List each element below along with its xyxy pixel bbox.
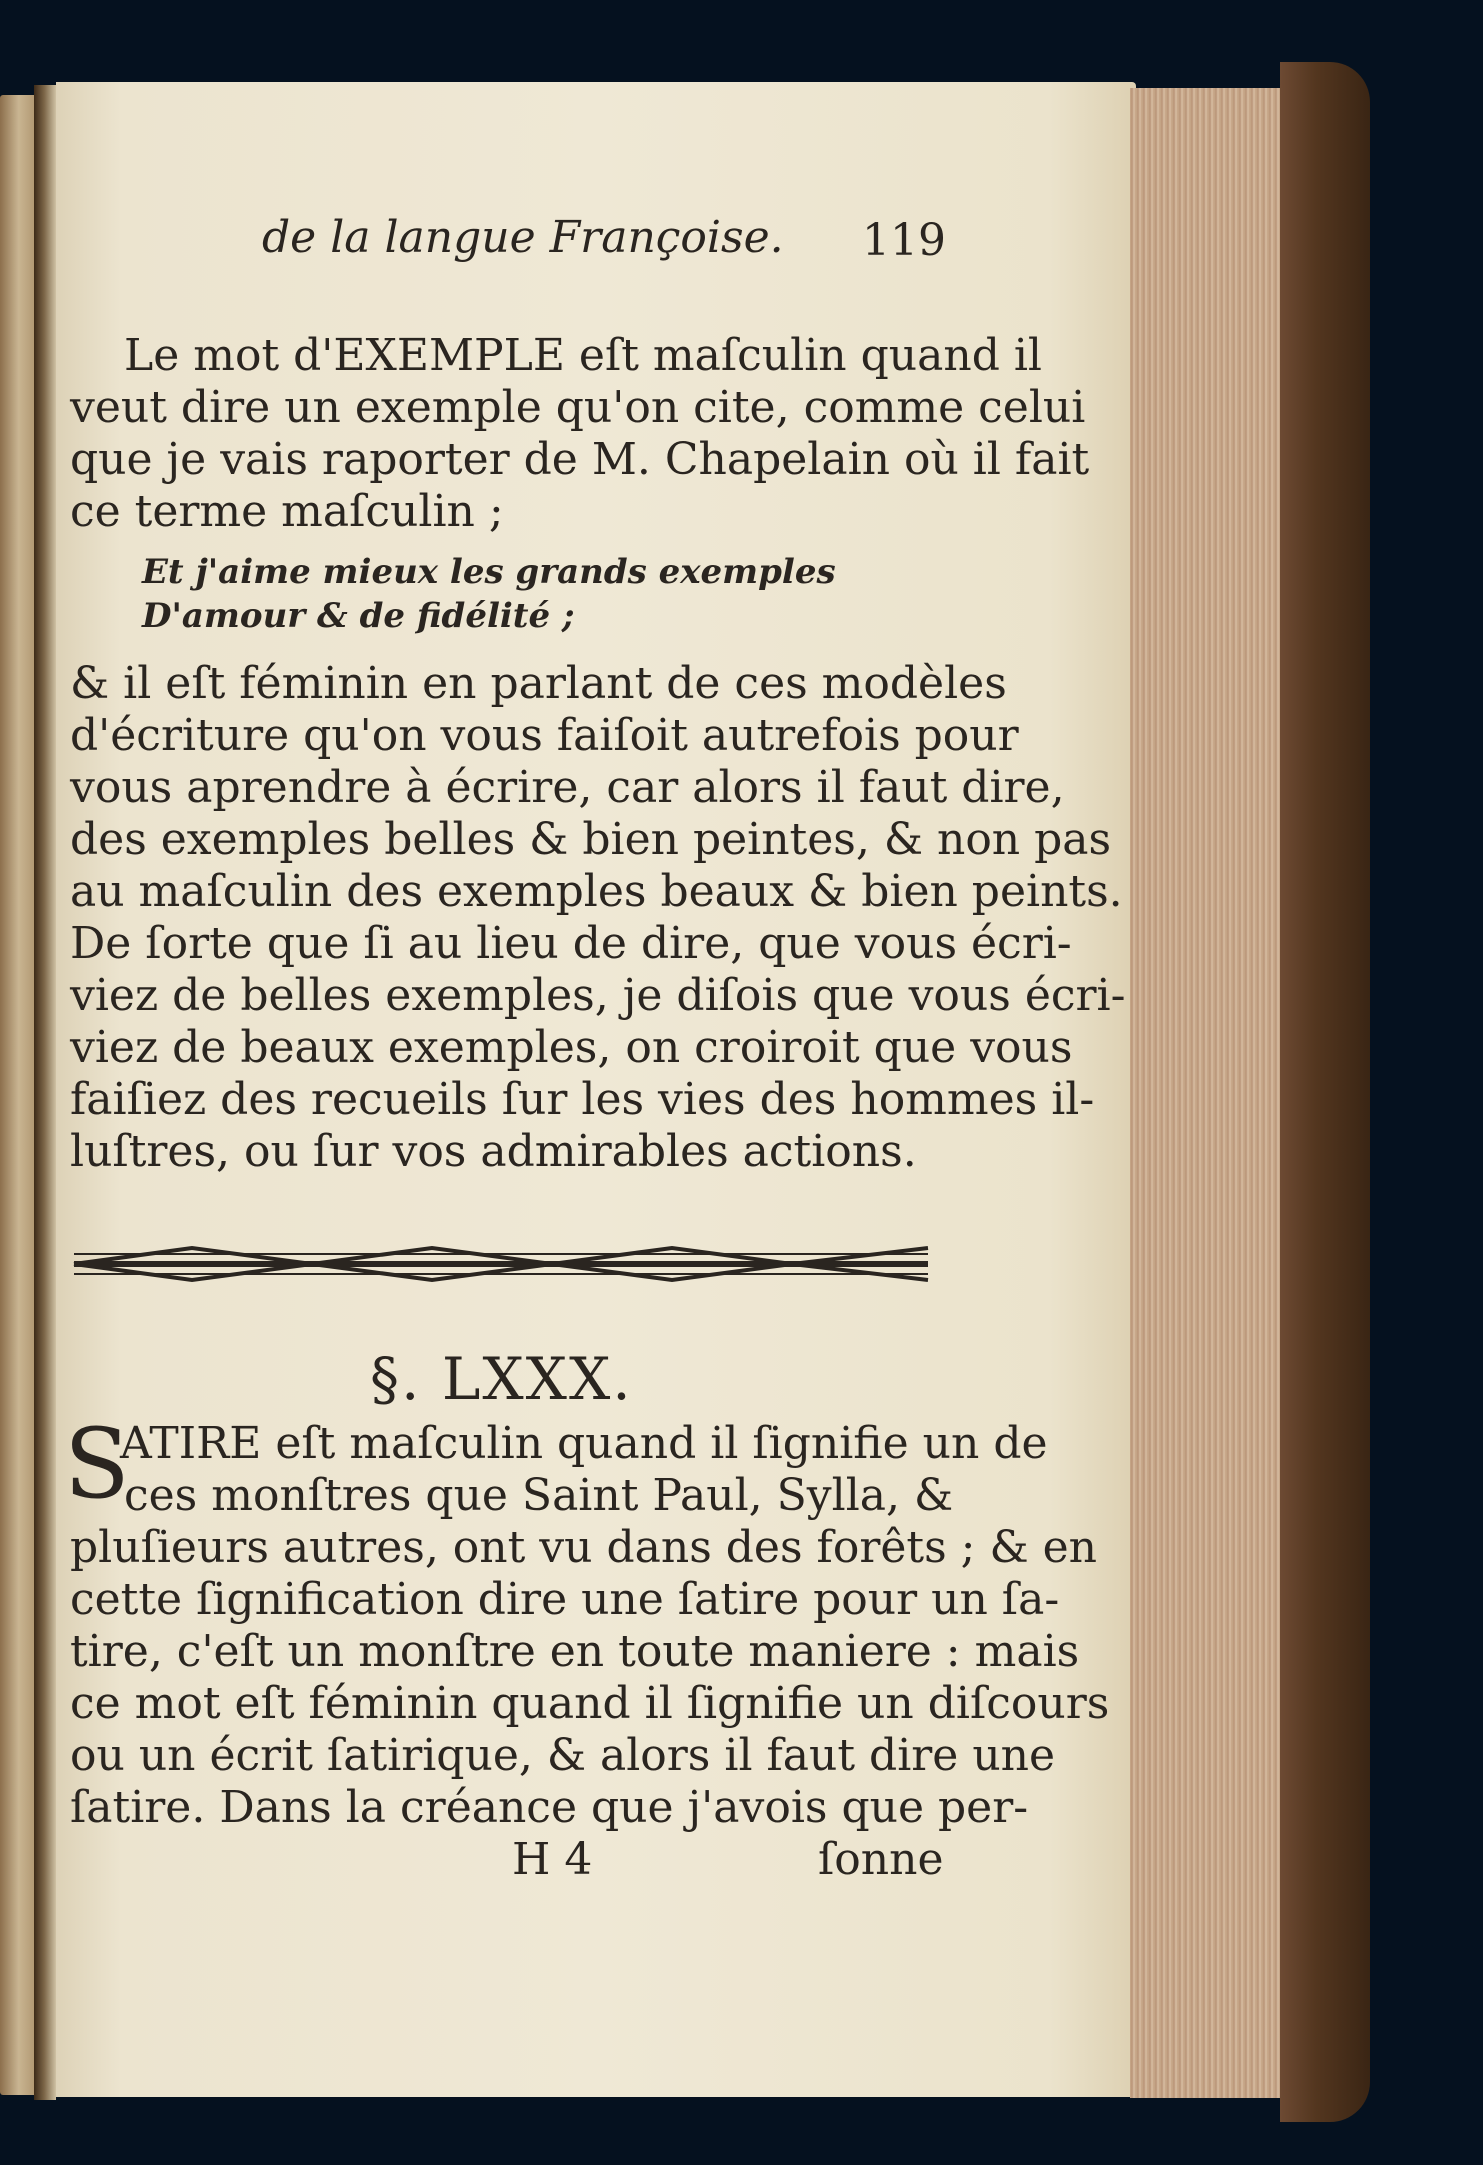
section-heading: §. LXXX. xyxy=(370,1345,633,1413)
text-line: vous aprendre à écrire, car alors il faut dire, xyxy=(70,762,1065,813)
text-line: que je vais raporter de M. Chapelain où il fait xyxy=(70,434,1090,485)
text-line: d'écriture qu'on vous faiſoit autrefois pour xyxy=(70,710,1019,761)
text-line: & il eſt féminin en parlant de ces modèles xyxy=(70,658,1007,709)
text-line: Le mot d'EXEMPLE eſt maſculin quand il xyxy=(124,330,1042,381)
text-line: De ſorte que ſi au lieu de dire, que vous écri- xyxy=(70,918,1072,969)
page-number: 119 xyxy=(862,215,946,266)
text-line: faiſiez des recueils ſur les vies des hommes il- xyxy=(70,1074,1095,1125)
catchword: ſonne xyxy=(818,1834,944,1885)
text-line: des exemples belles & bien peintes, & non pas xyxy=(70,814,1112,865)
text-line: ce mot eſt féminin quand il ſignifie un diſcours xyxy=(70,1678,1110,1729)
signature-mark: H 4 xyxy=(512,1834,593,1885)
text-line: au maſculin des exemples beaux & bien peints. xyxy=(70,866,1123,917)
text-line: ATIRE eſt maſculin quand il ſignifie un de xyxy=(120,1418,1048,1469)
drop-cap: S xyxy=(64,1408,130,1520)
text-line: veut dire un exemple qu'on cite, comme celui xyxy=(70,382,1086,433)
running-title: de la langue Françoise. xyxy=(262,212,784,263)
text-line: cette ſignification dire une ſatire pour un ſa- xyxy=(70,1574,1060,1625)
text-line: pluſieurs autres, ont vu dans des forêts ; & en xyxy=(70,1522,1097,1573)
text-line: viez de belles exemples, je diſois que vous écri- xyxy=(70,970,1126,1021)
text-line: ou un écrit ſatirique, & alors il faut dire une xyxy=(70,1730,1056,1781)
text-line: luſtres, ou ſur vos admirables actions. xyxy=(70,1126,917,1177)
text-line: ces monſtres que Saint Paul, Sylla, & xyxy=(124,1470,954,1521)
ornament-rule xyxy=(72,1240,930,1288)
verse-line: D'amour & de fidélité ; xyxy=(142,596,575,636)
text-line: tire, c'eſt un monſtre en toute maniere : mais xyxy=(70,1626,1080,1677)
text-line: viez de beaux exemples, on croiroit que vous xyxy=(70,1022,1073,1073)
verse-line: Et j'aime mieux les grands exemples xyxy=(142,552,836,592)
text-line: ſatire. Dans la créance que j'avois que per- xyxy=(70,1782,1029,1833)
text-line: ce terme maſculin ; xyxy=(70,486,504,537)
